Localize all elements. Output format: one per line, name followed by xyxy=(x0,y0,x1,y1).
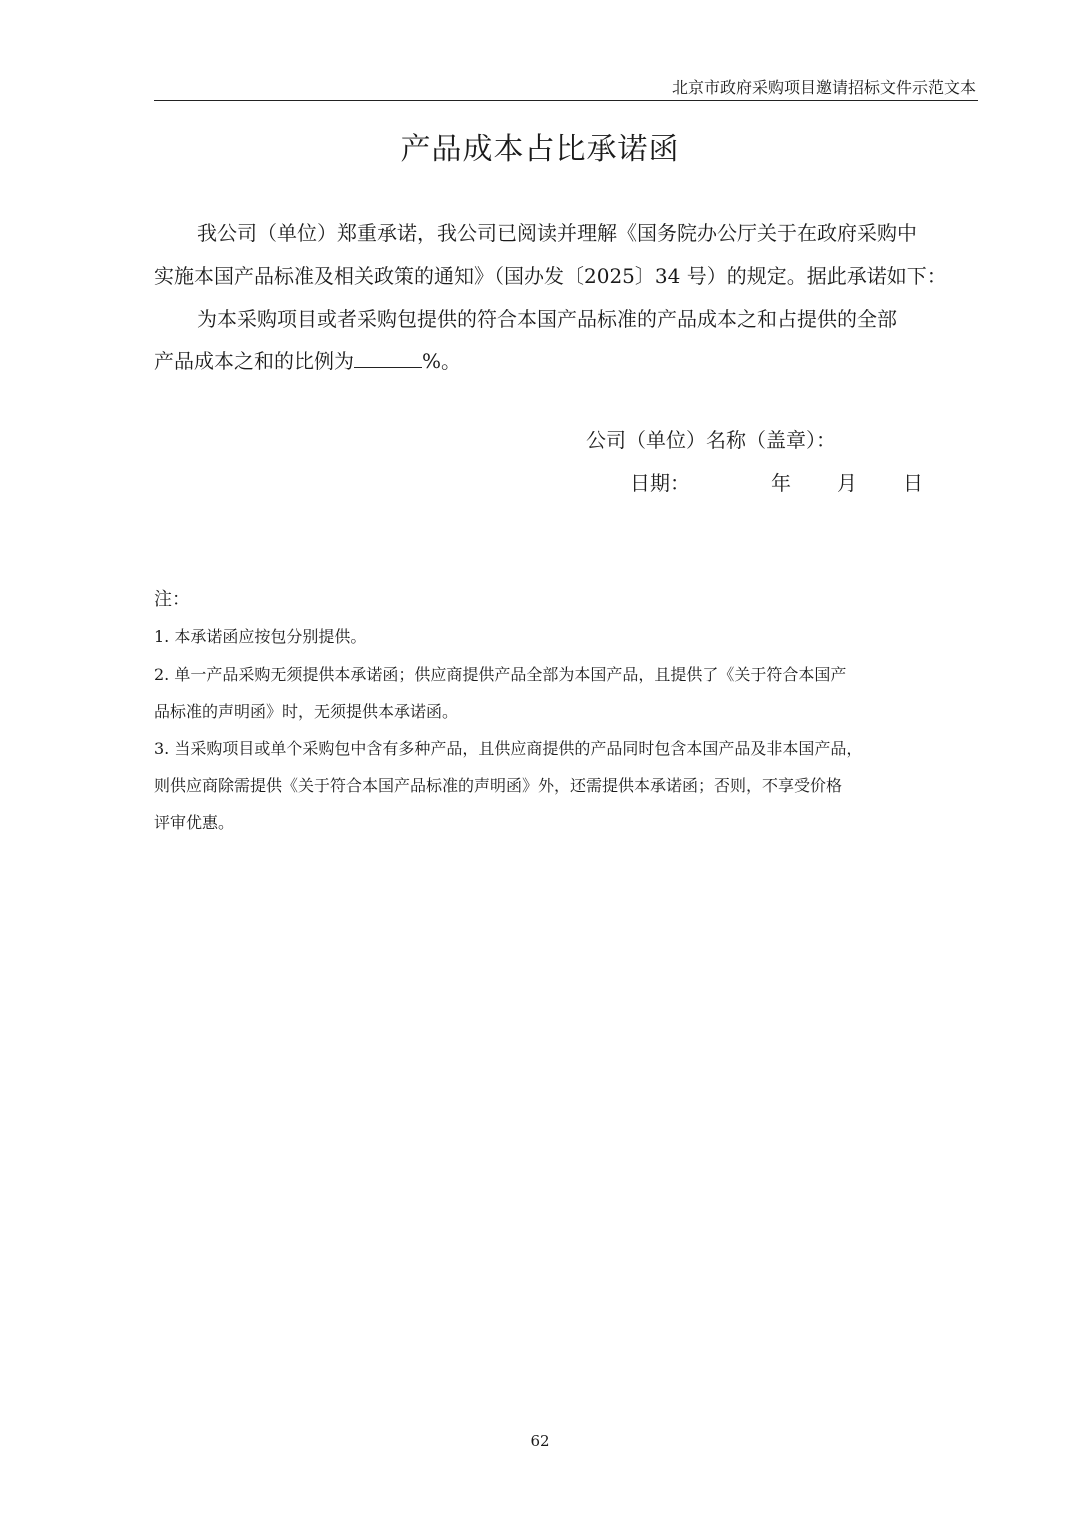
body-paragraph-2-line-2 xyxy=(154,347,461,375)
body-paragraph-2-line-1: 为本采购项目或者采购包提供的符合本国产品标准的产品成本之和占提供的全部 xyxy=(197,307,897,331)
running-header: 北京市政府采购项目邀请招标文件示范文本 xyxy=(671,78,976,97)
note-item-3-line-3: 评审优惠。 xyxy=(154,813,235,832)
date-month-label: 月 xyxy=(837,471,857,495)
body-paragraph-1-line-1: 我公司（单位）郑重承诺，我公司已阅读并理解《国务院办公厅关于在政府采购中 xyxy=(197,221,917,245)
note-item-3-line-1: 3. 当采购项目或单个采购包中含有多种产品，且供应商提供的产品同时包含本国产品及非本国产品， xyxy=(154,739,863,758)
ratio-prefix: 产品成本之和的比例为 xyxy=(154,349,354,373)
ratio-blank-field[interactable] xyxy=(354,347,422,368)
note-item-3-line-2: 则供应商除需提供《关于符合本国产品标准的声明函》外，还需提供本承诺函；否则，不享受价格 xyxy=(154,776,843,795)
note-item-2-line-1: 2. 单一产品采购无须提供本承诺函；供应商提供产品全部为本国产品，且提供了《关于符合本国产 xyxy=(154,665,847,684)
body-paragraph-1-line-2: 实施本国产品标准及相关政策的通知》（国办发〔2025〕34 号）的规定。据此承诺如下： xyxy=(154,264,947,288)
note-item-2-line-2: 品标准的声明函》时，无须提供本承诺函。 xyxy=(154,702,459,721)
note-item-1: 1. 本承诺函应按包分别提供。 xyxy=(154,627,367,646)
page-title: 产品成本占比承诺函 xyxy=(400,132,680,167)
company-name-label: 公司（单位）名称（盖章）： xyxy=(586,428,836,452)
notes-heading: 注： xyxy=(154,589,190,610)
date-day-label: 日 xyxy=(903,471,923,495)
header-divider xyxy=(154,100,978,101)
date-label: 日期： xyxy=(630,471,690,495)
ratio-suffix: %。 xyxy=(422,349,462,373)
date-year-label: 年 xyxy=(771,471,791,495)
page-number: 62 xyxy=(530,1432,550,1450)
